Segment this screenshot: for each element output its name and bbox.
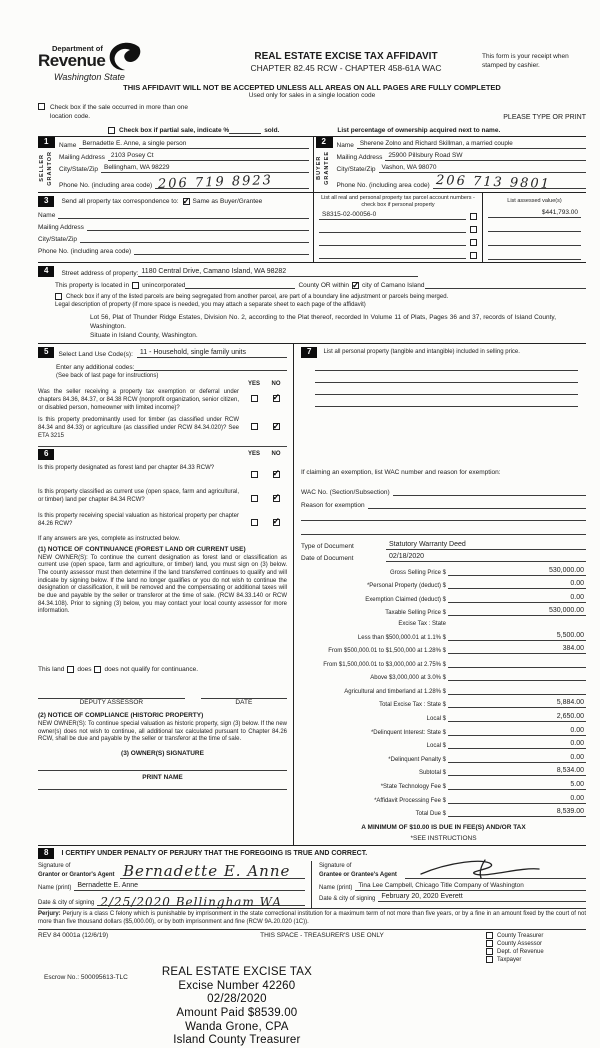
personal-property-checkbox-2[interactable]: [470, 226, 477, 233]
dor-logo-block: [38, 44, 210, 82]
county-field[interactable]: [185, 281, 295, 289]
parties-section: [38, 136, 586, 193]
see-instructions-note: *SEE INSTRUCTIONS: [410, 835, 477, 843]
dor-swirl-icon: [107, 42, 143, 72]
mid-columns: [38, 344, 586, 846]
unincorporated-checkbox[interactable]: [132, 282, 139, 289]
s6-q2-yes-checkbox[interactable]: [251, 495, 258, 502]
tax-row-delinquent-penalty: *Delinquent Penalty $ 0.00: [388, 753, 584, 763]
wac-label: WAC No. (Section/Subsection): [301, 488, 390, 496]
city-extra-line[interactable]: [425, 280, 586, 289]
buyer-phone-label: Phone No. (including area code): [336, 182, 430, 190]
grantee-name-print-field[interactable]: Tina Lee Campbell, Chicago Title Company of Washington: [355, 882, 586, 891]
personal-property-line-2[interactable]: [315, 382, 578, 383]
seller-name-field[interactable]: Bernadette E. Anne, a single person: [79, 140, 308, 149]
s5-q2-yes-checkbox[interactable]: [251, 423, 258, 430]
deputy-date-label: DATE: [235, 699, 253, 707]
buyer-address-field[interactable]: 25900 Pillsbury Road SW: [385, 152, 586, 161]
section-7-number: 7: [301, 347, 317, 358]
grantor-sig-label-1: Signature of: [38, 863, 71, 870]
personal-property-label: List all personal property (tangible and intangible) included in selling price.: [323, 348, 520, 355]
exemption-claimed-value[interactable]: 0.00: [448, 594, 586, 603]
compliance-heading: (2) NOTICE OF COMPLIANCE (HISTORIC PROPERTY): [38, 712, 204, 720]
escrow-label: Escrow No.:: [44, 974, 80, 982]
s6-question-3: Is this property receiving special valuation as historical property per chapter 84.26 RCW? ✓: [38, 513, 287, 531]
street-address-label: Street address of property:: [61, 270, 139, 278]
tax-row-subtotal: Subtotal $ 8,534.00: [418, 767, 584, 777]
tax-row-bracket-2: From $500,000.01 to $1,500,000 at 1.28% $ 384.00: [328, 645, 584, 655]
doc-date-field[interactable]: 02/18/2020: [386, 553, 586, 562]
bracket-2-value[interactable]: 384.00: [448, 645, 586, 654]
grantor-date-city-field[interactable]: 2/25/2020 Bellingham WA: [100, 895, 283, 910]
land-use-label: Select Land Use Code(s):: [58, 350, 133, 358]
buyer-city-label: City/State/Zip: [336, 166, 376, 174]
affidavit-processing-fee-value[interactable]: 0.00: [448, 795, 586, 804]
treasurer-space-label: THIS SPACE - TREASURER'S USE ONLY: [260, 932, 384, 940]
corr-phone-label: Phone No. (including area code): [38, 248, 132, 256]
corr-name-field[interactable]: [58, 210, 309, 219]
seller-address-label: Mailing Address: [59, 154, 105, 162]
exemption-label: If claiming an exemption, list WAC number and reason for exemption:: [301, 468, 501, 476]
certification-section: [38, 846, 586, 908]
city-of-label: city of Camano Island: [362, 282, 425, 290]
washington-state-label: Washington State: [54, 72, 125, 82]
s6-question-1: Is this property designated as forest land per chapter 84.33 RCW? ✓: [38, 465, 287, 483]
section-8-number: 8: [38, 848, 54, 859]
legal-description-label: Legal description of property (if more space is needed, you may attach a separate sheet to each page of the affidavit): [55, 302, 366, 309]
s5-q1-no-checkbox[interactable]: [273, 395, 280, 402]
street-address-field[interactable]: 1180 Central Drive, Camano Island, WA 98282: [138, 268, 418, 277]
form-header: [38, 44, 586, 82]
s5-q1-yes-checkbox[interactable]: [251, 395, 258, 402]
tax-row-taxable: Taxable Selling Price $ 530,000.00: [385, 607, 584, 617]
grantor-sig-label-2: Grantor or Grantor's Agent: [38, 871, 115, 878]
tax-row-agricultural: Agricultural and timberland at 1.28% $: [301, 686, 586, 695]
s5-q2-no-checkbox[interactable]: [273, 423, 280, 430]
stamp-title: REAL ESTATE EXCISE TAX: [161, 966, 312, 979]
tax-row-bracket-3: From $1,500,000.01 to $3,000,000 at 2.75% $: [301, 659, 586, 668]
total-excise-state-value[interactable]: 5,884.00: [448, 699, 586, 708]
land-use-column: [38, 344, 294, 845]
rev-form-number: REV 84 0001a (12/6/19): [38, 932, 109, 940]
treasurer-area: [38, 932, 586, 963]
partial-sale-sold-label: sold.: [264, 127, 280, 135]
personal-property-line-1[interactable]: [315, 370, 578, 371]
ownership-note: List percentage of ownership acquired next to name.: [337, 127, 501, 135]
buyer-phone-field[interactable]: 206 713 9801: [435, 173, 551, 193]
s6-q3-yes-checkbox[interactable]: [251, 519, 258, 526]
parcel-field-3[interactable]: [319, 237, 466, 246]
property-section: [38, 263, 586, 344]
certify-text: I CERTIFY UNDER PENALTY OF PERJURY THAT THE FOREGOING IS TRUE AND CORRECT.: [61, 850, 368, 858]
tax-row-gross: Gross Selling Price $ 530,000.00: [389, 566, 584, 576]
tax-row-bracket-1: Less than $500,000.01 at 1.1% $ 5,500.00: [357, 631, 584, 641]
bracket-4-value[interactable]: [448, 672, 586, 681]
partial-sale-checkbox[interactable]: [108, 127, 115, 134]
wac-field[interactable]: [393, 487, 586, 496]
section-5-number: 5: [38, 347, 54, 358]
correspondence-section: [38, 193, 586, 263]
reason-extra-line-1[interactable]: [301, 520, 586, 521]
tax-row-personal: *Personal Property (deduct) $ 0.00: [366, 580, 584, 590]
multi-location-label: Check box if the sale occurred in more than one location code.: [50, 104, 189, 121]
tax-row-total-state: Total Excise Tax : State $ 5,884.00: [379, 699, 584, 709]
seller-grantor-box: [38, 137, 313, 192]
perjury-label: Perjury:: [38, 911, 61, 918]
taxpayer-checkbox[interactable]: [486, 956, 493, 963]
seller-address-field[interactable]: 2103 Posey Ct: [108, 152, 309, 161]
parcel-field-2[interactable]: [319, 224, 466, 233]
county-or-within-label: County OR within: [298, 282, 350, 290]
reet-affidavit-page: [38, 44, 586, 1048]
s6-q1-yes-checkbox[interactable]: [251, 471, 258, 478]
delinquent-interest-local-value[interactable]: 0.00: [448, 740, 586, 749]
agricultural-value[interactable]: [448, 686, 586, 695]
tax-row-excise-state: Excise Tax : State: [398, 620, 446, 627]
deputy-date-line[interactable]: [201, 689, 287, 699]
buyer-grantee-box: [313, 137, 587, 192]
corr-name-label: Name: [38, 212, 56, 220]
distribution-checkboxes: [486, 932, 586, 963]
stamp-treasurer-name: Wanda Grone, CPA: [185, 1020, 289, 1033]
stamp-treasurer-title: Island County Treasurer: [173, 1034, 301, 1047]
personal-property-checkbox-1[interactable]: [470, 213, 477, 220]
does-not-qualify-checkbox[interactable]: [94, 666, 101, 673]
seller-phone-label: Phone No. (including area code): [59, 182, 153, 190]
compliance-text: NEW OWNER(S): To continue special valuation as historic property, sign (3) below. If the new owner(s) does not wish to continue, all additional tax calculated pursuant to Chapter 84.26 RCW, shall be due and payable by the seller or transferor at the time of sale.: [38, 721, 287, 743]
additional-codes-label: Enter any additional codes:: [56, 363, 135, 371]
segregated-checkbox[interactable]: [55, 293, 62, 300]
unincorporated-label: unincorporated: [142, 282, 186, 290]
tax-row-delinquent-interest-state: *Delinquent Interest: State $ 0.00: [370, 726, 584, 736]
additional-codes-field[interactable]: [134, 362, 287, 371]
parcel-field-4[interactable]: [319, 250, 466, 259]
tax-row-total-due: Total Due $ 8,539.00: [415, 808, 584, 818]
tax-row-delinquent-interest-local: Local $ 0.00: [426, 740, 584, 750]
multi-location-checkbox[interactable]: [38, 103, 45, 110]
minimum-fee-note: A MINIMUM OF $10.00 IS DUE IN FEE(S) AND/OR TAX: [361, 824, 526, 832]
reason-field[interactable]: [368, 500, 586, 509]
section-2-number: 2: [316, 137, 333, 148]
buyer-city-field[interactable]: Vashon, WA 98070: [379, 164, 586, 173]
print-name-line[interactable]: [38, 781, 287, 790]
gross-selling-price-value[interactable]: 530,000.00: [448, 567, 586, 576]
located-in-label: This property is located in: [55, 282, 130, 290]
perjury-text: Perjury is a class C felony which is punishable by imprisonment in the state correctional institution for a maximum term of not more than five years, or by a fine in an amount fixed by the court of not more than five thousand dollars ($5,000.00), or by both imprisonment and fine (RCW 9A.20.020 (1C)).: [38, 911, 586, 925]
city-checkbox[interactable]: [352, 282, 359, 289]
personal-property-checkbox-4[interactable]: [470, 252, 477, 259]
parcel-number-field[interactable]: S8315-02-00056-0: [319, 211, 466, 220]
seller-name-label: Name: [59, 142, 77, 150]
grantee-sig-label-1: Signature of: [319, 863, 352, 870]
land-use-code-field[interactable]: 11 - Household, single family units: [137, 349, 287, 358]
form-subtitle: CHAPTER 82.45 RCW - CHAPTER 458-61A WAC: [250, 63, 442, 73]
owners-signature-line[interactable]: [38, 757, 287, 771]
grantee-side-label: GRANTEE: [324, 151, 330, 186]
please-type-note: PLEASE TYPE OR PRINT: [503, 114, 586, 122]
tax-row-bracket-4: Above $3,000,000 at 3.0% $: [301, 672, 586, 681]
revenue-wordmark: Revenue: [38, 51, 106, 70]
county-treasurer-label: County Treasurer: [497, 932, 544, 939]
local-tax-value[interactable]: 2,650.00: [448, 713, 586, 722]
buyer-side-label: BUYER: [316, 156, 323, 181]
receipt-note: This form is your receipt when stamped by cashier.: [482, 53, 569, 69]
grantee-date-city-label: Date & city of signing: [319, 896, 376, 903]
doc-date-label: Date of Document: [301, 554, 354, 562]
legal-description-line2: Situate in Island County, Washington.: [90, 331, 198, 339]
seller-side-label: SELLER: [38, 154, 45, 183]
county-assessor-label: County Assessor: [497, 940, 543, 947]
grantor-side-label: GRANTOR: [46, 151, 53, 186]
perjury-notice: [38, 908, 586, 930]
s5-question-1: Was the seller receiving a property tax exemption or deferral under chapters 84.36, 84.37, or 84.38 RCW (nonprofit organization, senior citizen, or disabled person, homeowner with limited income)? ✓: [38, 389, 287, 412]
s6-q3-no-checkbox[interactable]: [273, 519, 280, 526]
does-qualify-checkbox[interactable]: [67, 666, 74, 673]
grantee-date-city-field[interactable]: February 20, 2020 Everett: [378, 893, 586, 902]
grantor-date-city-label: Date & city of signing: [38, 900, 95, 907]
buyer-name-field[interactable]: Sherene Zolno and Richard Skillman, a married couple: [357, 140, 586, 149]
grantor-signature-block: [38, 861, 311, 908]
grantor-signature[interactable]: Bernadette E. Anne: [123, 862, 291, 881]
stamp-amount-paid: Amount Paid $8539.00: [176, 1007, 298, 1020]
grantor-name-print-field[interactable]: Bernadette E. Anne: [74, 882, 305, 891]
grantor-name-print-label: Name (print): [38, 885, 72, 892]
s5-question-2: Is this property predominantly used for timber (as classified under RCW 84.34 and 84.33) or agriculture (as classified under RCW 84.34.020)? See ETA 3215 ✓: [38, 417, 287, 440]
personal-property-deduct-value[interactable]: 0.00: [448, 580, 586, 589]
section-6: [38, 446, 287, 790]
reason-extra-line-2[interactable]: [301, 534, 586, 535]
form-title: REAL ESTATE EXCISE TAX AFFIDAVIT: [254, 51, 438, 62]
buyer-address-label: Mailing Address: [336, 154, 383, 162]
county-assessor-checkbox[interactable]: [486, 940, 493, 947]
deputy-assessor-label: DEPUTY ASSESSOR: [79, 699, 144, 707]
continuance-text: NEW OWNER(S): To continue the current designation as forest land or classification as current use (open space, farm and agriculture, or timber) land, you must sign on (3) below. The county assessor must then determine if the land transferred continues to qualify and will indicate by signing below. If the land no longer qualifies or you do not wish to continue the designation or classification, it will be removed and the compensating or additional taxes will be due and payable by the seller or transferor at the time of sale. (RCW 84.33.140 or RCW 84.34.108). Prior to signing (3) below, you may contact your local county assessor for more information.: [38, 554, 287, 615]
if-yes-note: If any answers are yes, complete as instructed below.: [38, 535, 181, 542]
taxpayer-label: Taxpayer: [497, 956, 522, 963]
personal-property-checkbox-3[interactable]: [470, 239, 477, 246]
assessed-header: List assessed value(s): [507, 198, 562, 205]
seller-city-field[interactable]: Bellingham, WA 98229: [101, 164, 308, 173]
seller-city-label: City/State/Zip: [59, 166, 99, 174]
s5-yes-header: YES: [247, 380, 260, 387]
assessed-field-4[interactable]: [488, 251, 581, 260]
personal-property-line-3[interactable]: [315, 394, 578, 395]
reason-label: Reason for exemption: [301, 501, 365, 509]
s6-question-2: Is this property classified as current use (open space, farm and agricultural, or timber) land per chapter 84.34 RCW? ✓: [38, 489, 287, 507]
buyer-name-label: Name: [336, 142, 354, 150]
doc-type-label: Type of Document: [301, 542, 354, 550]
tax-column: [294, 344, 586, 845]
corr-city-field[interactable]: [80, 234, 309, 243]
section-6-number: 6: [38, 449, 54, 460]
legal-description-line1: Lot 56, Plat of Thunder Ridge Estates, Division No. 2, according to the Plat thereof, recorded In Volume 11 of Plats, Pages 36 and 37, records of Island County, Washington.: [90, 314, 556, 330]
same-as-buyer-checkbox[interactable]: [183, 198, 190, 205]
taxable-selling-price-value[interactable]: 530,000.00: [448, 607, 586, 616]
dept-of-revenue-label: Dept. of Revenue: [497, 948, 544, 955]
s6-q1-no-checkbox[interactable]: [273, 471, 280, 478]
partial-sale-percent-field[interactable]: [229, 126, 261, 134]
continuance-heading: (1) NOTICE OF CONTINUANCE (FOREST LAND OR CURRENT USE): [38, 545, 246, 553]
total-due-value[interactable]: 8,539.00: [448, 808, 586, 817]
assessed-value-field[interactable]: $441,793.00: [488, 209, 581, 218]
tax-row-local: Local $ 2,650.00: [426, 713, 584, 723]
print-name-label: PRINT NAME: [142, 774, 183, 782]
bracket-1-value[interactable]: 5,500.00: [448, 632, 586, 641]
same-as-buyer-label: Same as Buyer/Grantee: [192, 198, 263, 206]
stamp-date: 02/28/2020: [207, 993, 267, 1006]
single-location-note: Used only for sales in a single location code: [248, 92, 376, 99]
tax-row-affidavit-fee: *Affidavit Processing Fee $ 0.00: [374, 794, 584, 804]
partial-sale-label: Check box if partial sale, indicate %: [119, 127, 230, 135]
section-4-number: 4: [38, 266, 54, 277]
delinquent-interest-state-value[interactable]: 0.00: [448, 727, 586, 736]
assessed-field-2[interactable]: [488, 223, 581, 232]
s6-no-header: NO: [271, 451, 281, 458]
see-back-note: (See back of last page for instructions): [56, 372, 159, 379]
state-technology-fee-value[interactable]: 5.00: [448, 781, 586, 790]
grantee-sig-label-2: Grantee or Grantee's Agent: [319, 871, 397, 878]
grantee-name-print-label: Name (print): [319, 885, 353, 892]
dept-of-revenue-checkbox[interactable]: [486, 948, 493, 955]
treasurer-stamp: [162, 966, 312, 1047]
not-accepted-warning: THIS AFFIDAVIT WILL NOT BE ACCEPTED UNLESS ALL AREAS ON ALL PAGES ARE FULLY COMPLETED: [123, 83, 501, 92]
stamp-excise-number: Excise Number 42260: [178, 979, 296, 992]
delinquent-penalty-value[interactable]: 0.00: [448, 754, 586, 763]
s5-no-header: NO: [271, 380, 281, 387]
corr-phone-field[interactable]: [134, 246, 309, 255]
s6-yes-header: YES: [247, 451, 260, 458]
subtotal-value[interactable]: 8,534.00: [448, 767, 586, 776]
seller-phone-field[interactable]: 206 719 8923: [158, 173, 274, 193]
corr-city-label: City/State/Zip: [38, 236, 78, 244]
doc-type-field[interactable]: Statutory Warranty Deed: [386, 541, 586, 550]
dept-of-label: Department of: [52, 44, 103, 53]
qualify-line: This land does does not qualify for continuance.: [38, 666, 199, 674]
section-1-number: 1: [38, 137, 55, 148]
parcel-header: List all real and personal property tax parcel account numbers - check box if personal property: [321, 195, 475, 209]
escrow-number: 500095613-TLC: [80, 974, 128, 982]
grantee-signature[interactable]: [415, 858, 545, 882]
deputy-assessor-signature-line[interactable]: [38, 689, 185, 699]
owners-signature-heading: (3) OWNER(S) SIGNATURE: [121, 750, 204, 758]
county-treasurer-checkbox[interactable]: [486, 932, 493, 939]
corr-address-field[interactable]: [87, 222, 309, 231]
section-3-number: 3: [38, 196, 54, 207]
tax-row-exemption: Exemption Claimed (deduct) $ 0.00: [365, 593, 584, 603]
corr-address-label: Mailing Address: [38, 224, 84, 232]
s6-q2-no-checkbox[interactable]: [273, 495, 280, 502]
segregated-label: Check box if any of the listed parcels are being segregated from another parcel, are part of a boundary line adjustment or parcels being merged.: [66, 293, 449, 300]
grantee-signature-block: [311, 861, 586, 908]
tax-row-tech-fee: *State Technology Fee $ 5.00: [380, 781, 584, 791]
bracket-3-value[interactable]: [448, 659, 586, 668]
correspondence-label: Send all property tax correspondence to:: [61, 198, 179, 206]
assessed-field-3[interactable]: [488, 237, 581, 246]
